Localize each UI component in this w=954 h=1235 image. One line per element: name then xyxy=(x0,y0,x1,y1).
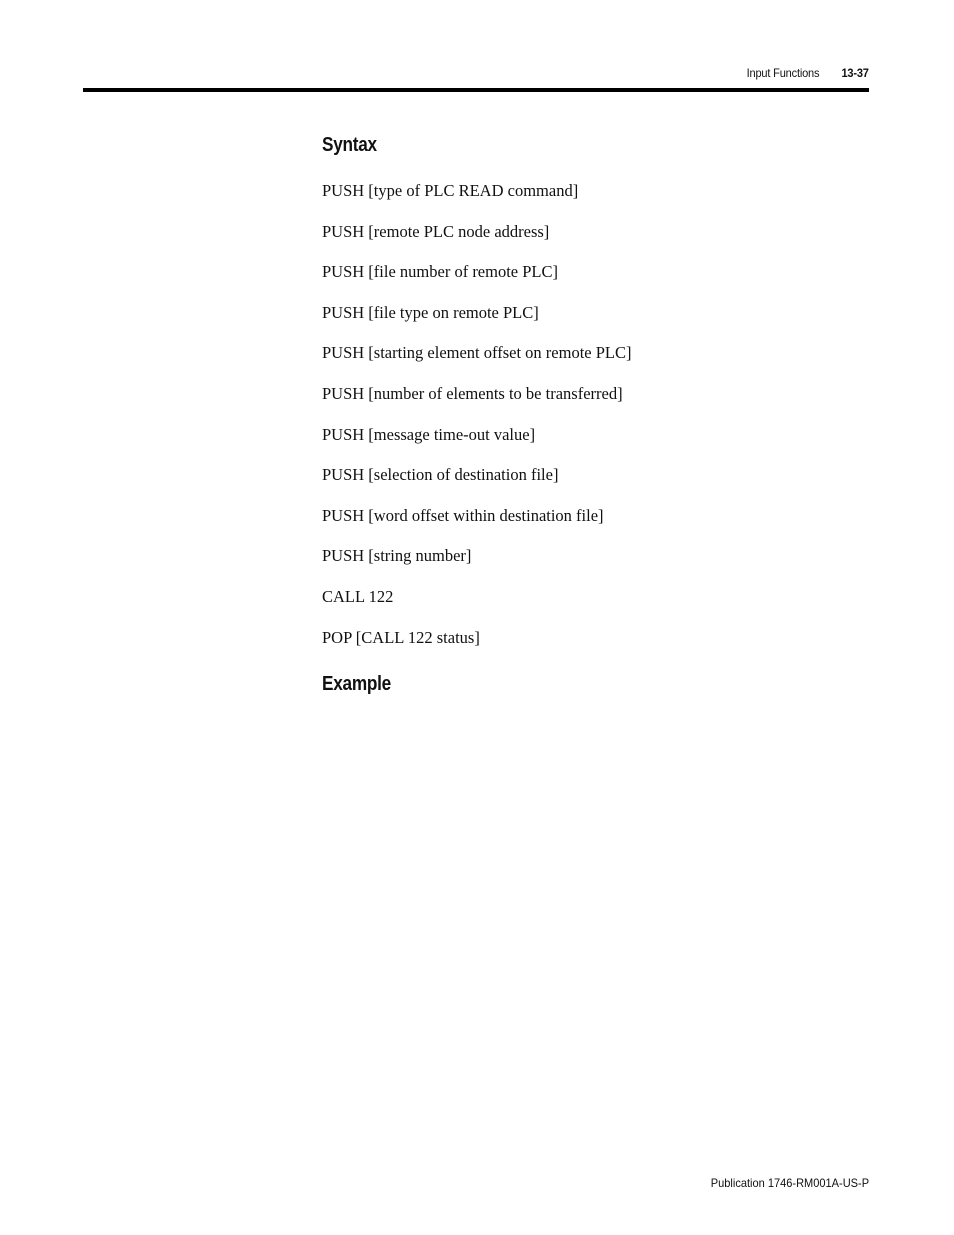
syntax-line: PUSH [number of elements to be transferred] xyxy=(322,383,623,403)
page-header xyxy=(747,66,869,80)
syntax-line: PUSH [remote PLC node address] xyxy=(322,221,550,241)
syntax-line: PUSH [string number] xyxy=(322,546,472,566)
example-heading: Example xyxy=(322,673,391,695)
section-name: Input Functions xyxy=(746,66,820,80)
syntax-line: PUSH [file type on remote PLC] xyxy=(322,302,539,322)
syntax-line: POP [CALL 122 status] xyxy=(322,627,480,647)
syntax-heading: Syntax xyxy=(322,134,377,156)
syntax-line: PUSH [message time-out value] xyxy=(322,424,536,444)
syntax-line: CALL 122 xyxy=(322,586,394,606)
publication-footer: Publication 1746-RM001A-US-P xyxy=(710,1176,869,1190)
syntax-line: PUSH [word offset within destination file] xyxy=(322,505,604,525)
page-number: 13-37 xyxy=(841,66,869,80)
header-rule xyxy=(83,88,869,92)
syntax-line: PUSH [type of PLC READ command] xyxy=(322,181,579,200)
syntax-line: PUSH [starting element offset on remote PLC] xyxy=(322,343,632,363)
syntax-line: PUSH [selection of destination file] xyxy=(322,465,559,485)
syntax-line: PUSH [file number of remote PLC] xyxy=(322,262,559,282)
syntax-list xyxy=(322,180,631,667)
